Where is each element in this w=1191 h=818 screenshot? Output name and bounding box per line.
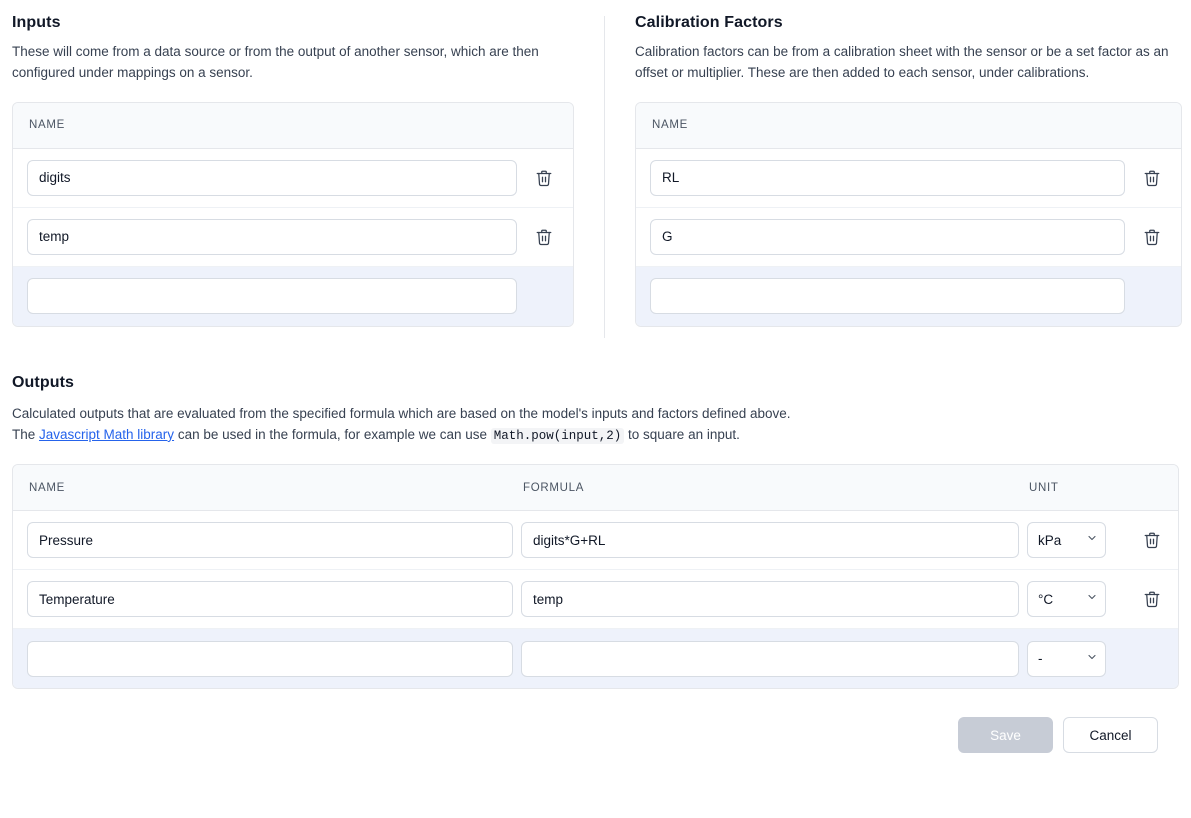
output-unit-select-new[interactable] [1027, 641, 1106, 677]
outputs-column-formula: FORMULA [523, 481, 585, 494]
output-name-field-new[interactable] [27, 641, 513, 677]
output-unit-cell [1027, 641, 1125, 677]
delete-row-button[interactable] [1133, 159, 1171, 197]
inputs-section [12, 0, 574, 338]
inputs-row-name-cell [27, 278, 517, 314]
outputs-description [12, 404, 1179, 446]
output-formula-cell [521, 641, 1027, 677]
table-row [636, 208, 1181, 267]
output-formula-field[interactable] [521, 522, 1019, 558]
form-footer [12, 717, 1158, 753]
inputs-title: Inputs [12, 14, 61, 31]
empty-action-cell [525, 277, 563, 315]
trash-icon [1143, 531, 1161, 549]
empty-action-cell [1133, 277, 1171, 315]
table-row [13, 511, 1178, 570]
factor-name-field[interactable] [650, 219, 1125, 255]
table-row [13, 570, 1178, 629]
factor-name-field-new[interactable] [650, 278, 1125, 314]
trash-icon [535, 228, 553, 246]
trash-icon [1143, 590, 1161, 608]
factor-name-field[interactable] [650, 160, 1125, 196]
table-row [13, 208, 573, 267]
delete-row-button[interactable] [1133, 521, 1171, 559]
output-name-cell [27, 522, 521, 558]
output-formula-field-new[interactable] [521, 641, 1019, 677]
table-row-new [636, 267, 1181, 326]
delete-row-button[interactable] [525, 159, 563, 197]
outputs-description-prefix: The [12, 426, 40, 442]
output-name-field[interactable] [27, 581, 513, 617]
calibration-row-name-cell [650, 278, 1125, 314]
output-unit-select[interactable] [1027, 522, 1106, 558]
delete-row-button[interactable] [1133, 580, 1171, 618]
save-button[interactable]: Save [958, 717, 1053, 753]
output-name-cell [27, 581, 521, 617]
output-formula-cell [521, 522, 1027, 558]
inputs-table-header [13, 103, 573, 149]
calibration-row-name-cell [650, 160, 1125, 196]
top-section [0, 0, 1191, 338]
input-name-field[interactable] [27, 219, 517, 255]
output-formula-field[interactable] [521, 581, 1019, 617]
output-unit-cell [1027, 581, 1125, 617]
table-row [13, 149, 573, 208]
inputs-row-name-cell [27, 160, 517, 196]
inputs-column-name: NAME [29, 119, 66, 132]
output-actions-cell [1125, 580, 1171, 618]
outputs-table-header [13, 465, 1178, 511]
delete-row-button[interactable] [525, 218, 563, 256]
cancel-button[interactable]: Cancel [1063, 717, 1158, 753]
output-name-field[interactable] [27, 522, 513, 558]
output-unit-cell [1027, 522, 1125, 558]
output-unit-select[interactable] [1027, 581, 1106, 617]
outputs-column-unit: UNIT [1029, 481, 1059, 494]
inputs-description: These will come from a data source or from the output of another sensor, which are then configured under mappings on a sensor. [12, 44, 539, 80]
table-row-new [13, 629, 1178, 688]
output-actions-cell [1125, 521, 1171, 559]
calibration-description: Calibration factors can be from a calibration sheet with the sensor or be a set factor as an offset or multiplier. These are then added to each sensor, under calibrations. [635, 44, 1169, 80]
table-row-new [13, 267, 573, 326]
input-name-field[interactable] [27, 160, 517, 196]
code-example: Math.pow(input,2) [491, 428, 625, 444]
inputs-table [12, 102, 574, 327]
outputs-title: Outputs [12, 374, 75, 391]
delete-row-button[interactable] [1133, 218, 1171, 256]
table-row [636, 149, 1181, 208]
outputs-description-middle: can be used in the formula, for example we can use [174, 426, 491, 442]
calibration-section [635, 0, 1182, 338]
calibration-column-name: NAME [652, 119, 689, 132]
calibration-table [635, 102, 1182, 327]
trash-icon [535, 169, 553, 187]
calibration-row-name-cell [650, 219, 1125, 255]
outputs-column-name: NAME [29, 481, 66, 494]
outputs-description-suffix: to square an input. [624, 426, 740, 442]
input-name-field-new[interactable] [27, 278, 517, 314]
javascript-math-library-link[interactable]: Javascript Math library [39, 426, 175, 442]
column-divider [604, 16, 605, 338]
trash-icon [1143, 228, 1161, 246]
trash-icon [1143, 169, 1161, 187]
outputs-table [12, 464, 1179, 689]
outputs-section [12, 338, 1179, 753]
outputs-description-line1: Calculated outputs that are evaluated from the specified formula which are based on the model's inputs and factors defined above. [12, 406, 791, 421]
output-formula-cell [521, 581, 1027, 617]
inputs-row-name-cell [27, 219, 517, 255]
calibration-title: Calibration Factors [635, 14, 783, 31]
calibration-table-header [636, 103, 1181, 149]
output-name-cell [27, 641, 521, 677]
